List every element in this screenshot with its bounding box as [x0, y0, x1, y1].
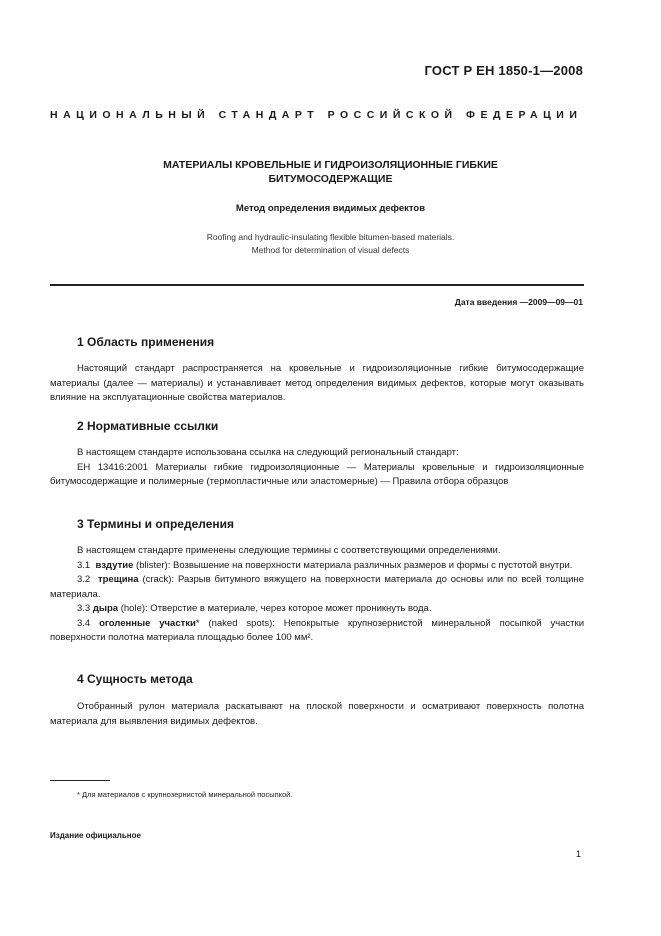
- term-3-3: [50, 602, 584, 617]
- section-2-intro: В настоящем стандарте использована ссылка на следующий региональный стандарт:: [77, 447, 459, 458]
- section-1-heading: 1 Область применения: [77, 335, 215, 349]
- section-3-heading: 3 Термины и определения: [77, 517, 235, 531]
- term-name: трещина: [97, 574, 139, 585]
- term-definition: (blister): Возвышение на поверхности материала различных размеров и формы с пустотой внутри.: [133, 559, 573, 571]
- term-number: 3.2: [77, 574, 91, 585]
- section-2-heading: 2 Нормативные ссылки: [77, 419, 219, 433]
- section-2-reference: ЕН 13416:2001 Материалы гибкие гидроизоляционные — Материалы кровельные и гидроизоляционные битумосодержащие и полимерные (термопластичные или эластомерные) — Правила отбора образцов: [50, 461, 584, 487]
- title-line-2: БИТУМОСОДЕРЖАЩИЕ: [268, 173, 393, 185]
- introduction-date: Дата введения —2009—09—01: [454, 297, 583, 307]
- term-definition: * (naked spots): Непокрытые крупнозернистой минеральной посыпкой участки поверхности полотна материала площадью более 100 мм².: [50, 617, 585, 643]
- section-4-paragraph: Отобранный рулон материала раскатывают на плоской поверхности и осматривают поверхность полотна материала для выявления видимых дефектов.: [50, 701, 584, 727]
- section-4-body: [50, 700, 584, 729]
- page-number: 1: [575, 849, 581, 859]
- footnote-divider: [50, 780, 110, 781]
- term-number: 3.4: [77, 617, 91, 629]
- term-3-2: [50, 573, 584, 602]
- section-2-body: [50, 446, 584, 490]
- document-title: [0, 158, 661, 186]
- section-3-intro: В настоящем стандарте применены следующие термины с соответствующими определениями.: [77, 545, 501, 556]
- term-number: 3.3: [77, 603, 91, 614]
- english-title-line-1: Roofing and hydraulic-insulating flexible bitumen-based materials.: [206, 232, 455, 242]
- term-definition: (crack): Разрыв битумного вяжущего на поверхности материала до основы или по всей толщине материала.: [50, 574, 584, 600]
- term-name: оголенные участки: [99, 617, 196, 629]
- footnote: * Для материалов с крупнозернистой минеральной посыпкой.: [77, 790, 293, 799]
- english-title: [0, 231, 661, 257]
- term-3-4: [50, 617, 584, 646]
- section-4-heading: 4 Сущность метода: [77, 672, 193, 686]
- method-subtitle: Метод определения видимых дефектов: [235, 203, 426, 214]
- title-line-1: МАТЕРИАЛЫ КРОВЕЛЬНЫЕ И ГИДРОИЗОЛЯЦИОННЫЕ ГИБКИЕ: [163, 159, 498, 171]
- national-standard-banner: НАЦИОНАЛЬНЫЙ СТАНДАРТ РОССИЙСКОЙ ФЕДЕРАЦИИ: [50, 109, 583, 121]
- term-number: 3.1: [77, 559, 91, 571]
- english-title-line-2: Method for determination of visual defects: [251, 245, 410, 255]
- term-definition: (hole): Отверстие в материале, через которое может проникнуть вода.: [118, 603, 432, 614]
- term-3-1: [50, 559, 584, 574]
- section-3-body: [50, 544, 584, 646]
- section-1-body: [50, 362, 584, 406]
- official-edition-label: Издание официальное: [50, 831, 141, 840]
- term-name: дыра: [92, 603, 119, 614]
- header-divider: [50, 284, 584, 286]
- section-1-paragraph: Настоящий стандарт распространяется на кровельные и гидроизоляционные гибкие битумосодержащие материалы (далее — материалы) и устанавливает метод определения видимых дефектов, которые могут оказывать влияние на эксплуатационные свойства материалов.: [50, 363, 584, 403]
- document-number: ГОСТ Р ЕН 1850-1—2008: [424, 63, 583, 78]
- term-name: вздутие: [95, 559, 134, 571]
